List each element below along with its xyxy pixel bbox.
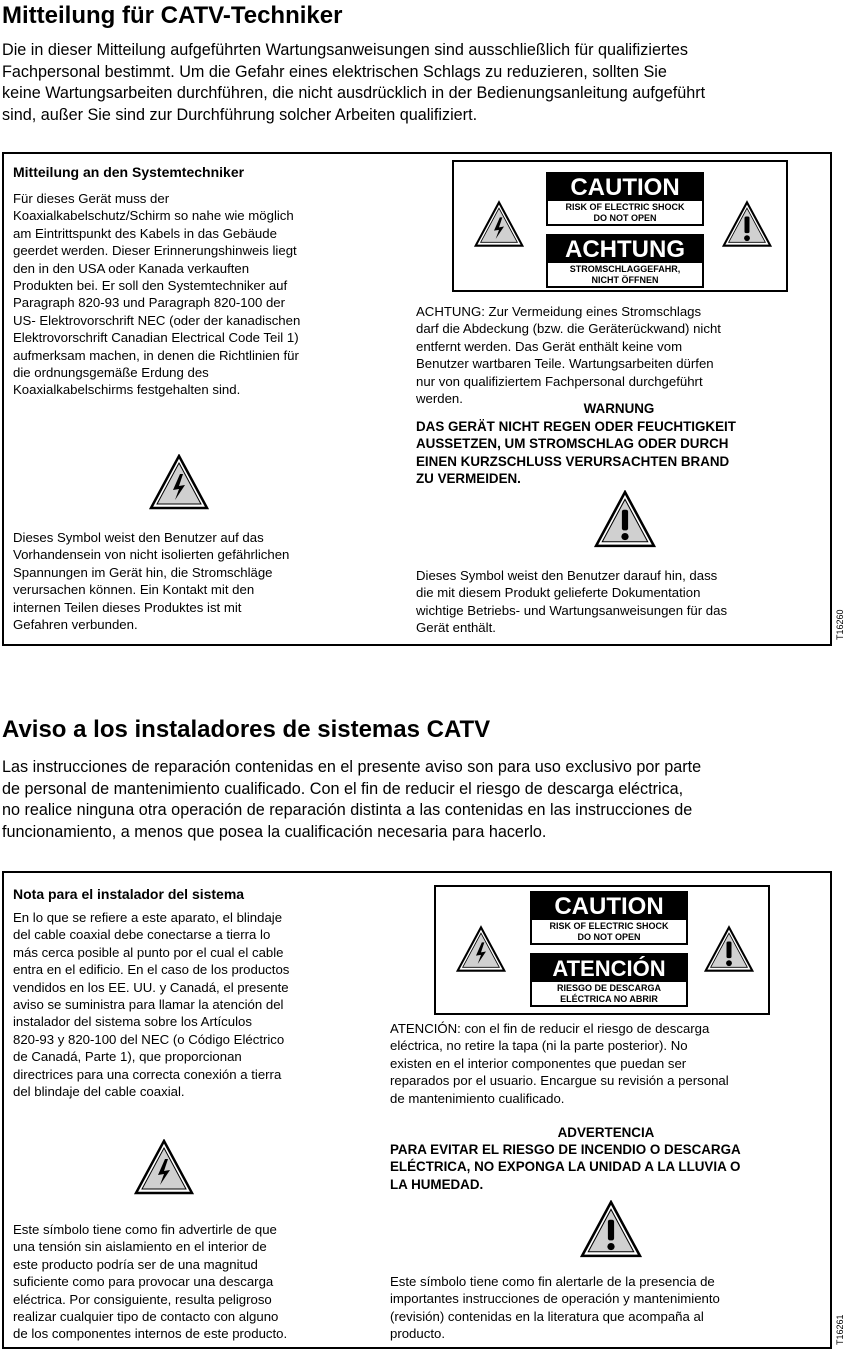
text-line: una tensión sin aislamiento en el interior de [13, 1239, 267, 1255]
text-line: geerdet werden. Dieser Erinnerungshinweis liegt [13, 243, 297, 259]
text-line: Este símbolo tiene como fin alertarle de la presencia de [390, 1274, 715, 1289]
german-left-text [13, 190, 300, 399]
text-line: suficiente como para provocar una descarga [13, 1274, 274, 1290]
lightning-warning-icon [474, 200, 524, 248]
text-line: entra en el edificio. En el caso de los productos [13, 962, 290, 978]
spanish-document-code: T16261 [835, 1314, 845, 1345]
spanish-intro-line: Las instrucciones de reparación contenidas en el presente aviso son para uso exclusivo por parte [2, 758, 702, 776]
german-left-symbol-text [13, 529, 289, 633]
spanish-subtitle: Nota para el instalador del sistema [13, 886, 245, 902]
spanish-left-text [13, 909, 289, 1100]
text-line: instalador del sistema sobre los Artículos [13, 1014, 252, 1030]
text-line: US- Elektrovorschrift NEC (oder der kanadischen [13, 312, 301, 328]
text-line: reparados por el usuario. Encargue su revisión a personal [390, 1073, 729, 1089]
warning-heading: ACHTUNG [548, 236, 702, 263]
spanish-warning-text [390, 1141, 741, 1193]
caution-subtext [548, 202, 702, 224]
german-document-code: T16260 [835, 609, 845, 640]
caution-heading: CAUTION [532, 893, 686, 920]
spanish-intro-line: no realice ninguna otra operación de reparación distinta a las contenidas en las instrucciones de [2, 801, 693, 819]
text-line: En lo que se refiere a este aparato, el blindaje [13, 910, 283, 925]
caution-subtext-line: DO NOT OPEN [577, 932, 641, 942]
spanish-left-symbol-text [13, 1221, 287, 1343]
warning-heading: ATENCIÓN [532, 955, 686, 982]
caution-subtext-line: RISK OF ELECTRIC SHOCK [549, 921, 669, 931]
text-line: Koaxialkabelschirms festgehalten sind. [13, 382, 241, 398]
text-line: directrices para una correcta conexión a tierra [13, 1066, 282, 1082]
text-line: este producto podría ser de una magnitud [13, 1256, 258, 1272]
spanish-right-text [390, 1020, 729, 1107]
warning-subtext-line: RIESGO DE DESCARGA [556, 983, 661, 993]
spanish-title: Aviso a los instaladores de sistemas CATV [2, 716, 491, 743]
text-line: 820-93 y 820-100 del NEC (o Código Eléctrico [13, 1031, 285, 1047]
german-right-symbol-text [416, 567, 727, 637]
caution-subtext-line: DO NOT OPEN [593, 213, 657, 223]
exclamation-warning-icon [594, 490, 656, 548]
text-line: nur von qualifiziertem Fachpersonal durchgeführt [416, 373, 703, 389]
warning-subtext-line: ELÉCTRICA NO ABRIR [560, 994, 658, 1004]
caution-heading: CAUTION [548, 174, 702, 201]
text-line: Elektrovorschrift Canadian Electrical Code Teil 1) [13, 330, 299, 346]
text-line: internen Teilen dieses Produktes ist mit [13, 599, 242, 615]
spanish-intro-line: de personal de mantenimiento cualificado. Con el fin de reducir el riesgo de descarga eléctrica, [2, 779, 684, 798]
text-line: (revisión) contenidas en la literatura que acompaña al [390, 1308, 704, 1324]
warning-subtext-line: STROMSCHLAGGEFAHR, [569, 264, 681, 274]
text-line: Dieses Symbol weist den Benutzer auf das [13, 530, 264, 545]
text-line: ACHTUNG: Zur Vermeidung eines Stromschlags [416, 304, 702, 319]
text-line: Produkten bei. Er soll den Systemtechniker auf [13, 278, 288, 294]
exclamation-warning-icon [722, 200, 772, 248]
lightning-warning-icon [149, 454, 209, 510]
german-intro-line: Fachpersonal bestimmt. Um die Gefahr eines elektrischen Schlags zu reduzieren, sollten Sie [2, 62, 667, 81]
german-title: Mitteilung für CATV-Techniker [2, 2, 343, 29]
german-intro [2, 40, 705, 126]
caution-subtext [532, 921, 686, 943]
caution-label [530, 891, 688, 945]
text-line: werden. [416, 391, 463, 407]
text-line: AUSSETZEN, UM STROMSCHLAG ODER DURCH [416, 436, 729, 452]
text-line: de mantenimiento cualificado. [390, 1090, 565, 1106]
text-line: Koaxialkabelschutz/Schirm so nahe wie möglich [13, 208, 294, 224]
text-line: realizar cualquier tipo de contacto con alguno [13, 1309, 279, 1325]
text-line: del cable coaxial debe conectarse a tierra lo [13, 927, 271, 943]
text-line: Spannungen im Gerät hin, die Stromschläge [13, 564, 273, 580]
caution-subtext-line: RISK OF ELECTRIC SHOCK [565, 202, 685, 212]
warning-subtext-line: NICHT ÖFFNEN [591, 275, 659, 285]
text-line: producto. [390, 1326, 445, 1342]
spanish-warning-title [390, 1124, 822, 1141]
text-line: existen en el interior componentes que puedan ser [390, 1055, 687, 1071]
exclamation-warning-icon [580, 1200, 642, 1258]
text-line: EINEN KURZSCHLUSS VERURSACHTEN BRAND [416, 453, 730, 469]
text-line: Benutzer wartbaren Teile. Wartungsarbeiten dürfen [416, 356, 714, 372]
text-line: darf die Abdeckung (bzw. die Geräterückwand) nicht [416, 321, 721, 337]
text-line: am Eintrittspunkt des Kabels in das Gebäude [13, 225, 277, 241]
text-line: eléctrica, no retire la tapa (ni la parte posterior). No [390, 1038, 688, 1054]
text-line: de Canadá, Parte 1), que proporcionan [13, 1049, 242, 1065]
text-line: Dieses Symbol weist den Benutzer darauf hin, dass [416, 568, 718, 583]
text-line: vendidos en los EE. UU. y Canadá, el presente [13, 979, 289, 995]
german-right-text [416, 303, 721, 407]
german-warning-title [416, 400, 822, 417]
text-line: eléctrica. Por consiguiente, resulta peligroso [13, 1291, 272, 1307]
lightning-warning-icon [134, 1139, 194, 1195]
text-line: de los componentes internos de este producto. [13, 1326, 288, 1342]
warning-label [546, 234, 704, 288]
text-line: verursachen können. Ein Kontakt mit den [13, 582, 255, 598]
spanish-intro-line: funcionamiento, a menos que posea la cualificación necesaria para hacerlo. [2, 822, 547, 841]
caution-label [546, 172, 704, 226]
warning-label [530, 953, 688, 1007]
text-line: Paragraph 820-93 und Paragraph 820-100 der [13, 295, 286, 311]
german-warning-text [416, 418, 736, 488]
spanish-right-symbol-text [390, 1273, 720, 1343]
text-line: ZU VERMEIDEN. [416, 471, 521, 487]
warning-title: WARNUNG [583, 401, 655, 416]
text-line: Gerät enthält. [416, 620, 496, 636]
text-line: ELÉCTRICA, NO EXPONGA LA UNIDAD A LA LLUVIA O [390, 1159, 741, 1175]
text-line: Este símbolo tiene como fin advertirle de que [13, 1222, 277, 1237]
text-line: die mit diesem Produkt gelieferte Dokumentation [416, 585, 701, 601]
spanish-intro [2, 757, 701, 843]
text-line: ATENCIÓN: con el fin de reducir el riesgo de descarga [390, 1021, 710, 1036]
warning-title: ADVERTENCIA [557, 1125, 655, 1140]
german-intro-line: Die in dieser Mitteilung aufgeführten Wartungsanweisungen sind ausschließlich für qualifiziertes [2, 41, 688, 59]
text-line: die ordnungsgemäße Erdung des [13, 365, 209, 381]
text-line: entfernt werden. Das Gerät enthält keine vom [416, 338, 683, 354]
spanish-notice-box [2, 871, 832, 1349]
german-notice-box [2, 152, 832, 646]
text-line: den in den USA oder Kanada verkauften [13, 260, 250, 276]
text-line: aufmerksam machen, in denen die Richtlinien für [13, 347, 299, 363]
text-line: wichtige Betriebs- und Wartungsanweisungen für das [416, 602, 728, 618]
exclamation-warning-icon [704, 925, 754, 973]
text-line: importantes instrucciones de operación y mantenimiento [390, 1291, 720, 1307]
text-line: PARA EVITAR EL RIESGO DE INCENDIO O DESCARGA [390, 1142, 741, 1157]
caution-label-panel [434, 885, 770, 1015]
warning-subtext [548, 264, 702, 286]
text-line: del blindaje del cable coaxial. [13, 1084, 185, 1100]
text-line: aviso se suministra para llamar la atención del [13, 997, 284, 1013]
text-line: más cerca posible al punto por el cual el cable [13, 944, 284, 960]
lightning-warning-icon [456, 925, 506, 973]
german-subtitle: Mitteilung an den Systemtechniker [13, 164, 245, 180]
caution-label-panel [452, 160, 788, 292]
text-line: Gefahren verbunden. [13, 617, 138, 633]
german-intro-line: sind, außer Sie sind zur Durchführung solcher Arbeiten qualifiziert. [2, 105, 478, 124]
warning-subtext [532, 983, 686, 1005]
text-line: Vorhandensein von nicht isolierten gefährlichen [13, 547, 290, 563]
text-line: Für dieses Gerät muss der [13, 191, 170, 206]
german-intro-line: keine Wartungsarbeiten durchführen, die nicht ausdrücklich in der Bedienungsanleitung aufgeführt [2, 84, 706, 102]
text-line: DAS GERÄT NICHT REGEN ODER FEUCHTIGKEIT [416, 419, 736, 434]
text-line: LA HUMEDAD. [390, 1176, 484, 1192]
